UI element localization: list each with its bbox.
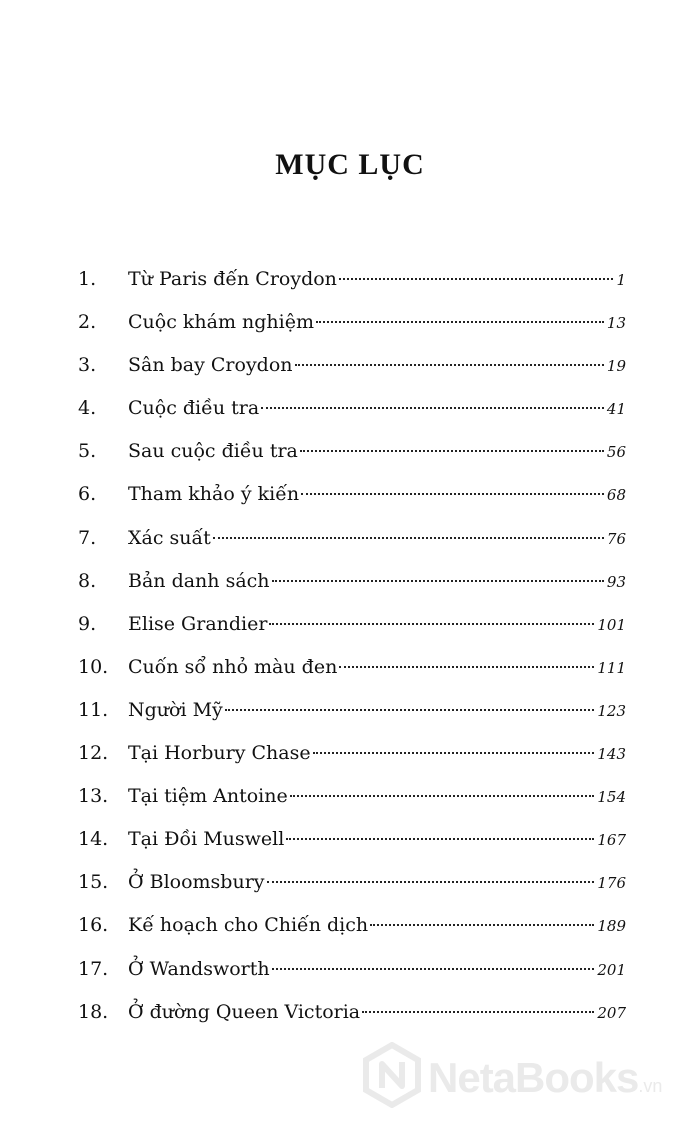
toc-dot-leader — [339, 666, 594, 668]
toc-entry-title: Xác suất — [128, 526, 211, 549]
toc-entry-title: Elise Grandier — [128, 612, 268, 635]
toc-entry-title: Kế hoạch cho Chiến dịch — [128, 914, 369, 937]
toc-entry-number: 6. — [78, 483, 97, 506]
toc-entry — [78, 775, 626, 818]
toc-entry-page: 111 — [597, 658, 626, 677]
toc-entry-title: Từ Paris đến Croydon — [128, 268, 337, 290]
watermark-brand-name: NetaBooks — [428, 1054, 639, 1101]
toc-entry-number: 7. — [78, 526, 97, 549]
toc-entry-page: 1 — [616, 271, 626, 289]
toc-entry — [78, 344, 626, 387]
toc-entry-title: Sau cuộc điều tra — [128, 440, 298, 463]
toc-entry-page: 143 — [597, 745, 626, 764]
toc-entry — [78, 473, 626, 516]
toc-entry-title: Ở Wandsworth — [128, 957, 270, 980]
toc-dot-leader — [370, 924, 594, 926]
toc-entry-number: 14. — [78, 828, 109, 851]
toc-entry-number: 16. — [78, 914, 109, 937]
toc-entry-page: 201 — [597, 960, 626, 979]
toc-entry-page: 41 — [606, 400, 626, 419]
toc-dot-leader — [272, 968, 595, 970]
toc-dot-leader — [272, 580, 604, 582]
toc-entry-number: 18. — [78, 1000, 109, 1023]
toc-entry-title: Người Mỹ — [128, 698, 223, 721]
watermark-domain: .vn — [638, 1076, 663, 1096]
table-of-contents — [78, 258, 626, 1034]
toc-entry — [78, 646, 626, 689]
toc-dot-leader — [213, 537, 604, 539]
toc-entry-page: 19 — [606, 357, 626, 376]
toc-entry — [78, 732, 626, 775]
page-title: MỤC LỤC — [275, 148, 425, 181]
toc-entry-number: 17. — [78, 957, 109, 980]
toc-entry-number: 9. — [78, 612, 97, 635]
toc-entry — [78, 603, 626, 646]
toc-entry — [78, 904, 626, 947]
toc-entry-page: 167 — [597, 831, 626, 850]
netabooks-logo-icon — [362, 1042, 422, 1108]
toc-dot-leader — [300, 450, 604, 452]
toc-entry-number: 15. — [78, 871, 109, 894]
toc-entry — [78, 258, 626, 301]
toc-entry-title: Tại Đồi Muswell — [128, 828, 285, 851]
toc-entry-page: 207 — [597, 1003, 626, 1022]
toc-dot-leader — [267, 881, 595, 883]
toc-entry — [78, 517, 626, 560]
toc-entry-number: 11. — [78, 698, 109, 721]
toc-entry-page: 176 — [597, 874, 626, 893]
toc-entry-title: Cuộc điều tra — [128, 397, 260, 420]
toc-entry-page: 154 — [597, 788, 626, 807]
toc-entry-number: 1. — [78, 268, 97, 290]
toc-entry-number: 3. — [78, 354, 97, 377]
toc-dot-leader — [261, 407, 604, 409]
toc-entry-title: Tại Horbury Chase — [128, 742, 311, 765]
toc-dot-leader — [269, 623, 594, 625]
toc-entry — [78, 560, 626, 603]
toc-entry-page: 68 — [606, 486, 626, 505]
toc-entry — [78, 991, 626, 1034]
toc-dot-leader — [339, 278, 614, 280]
toc-entry-page: 189 — [597, 917, 626, 936]
toc-entry-title: Bản danh sách — [128, 569, 270, 592]
toc-entry — [78, 430, 626, 473]
toc-dot-leader — [313, 752, 595, 754]
toc-entry — [78, 948, 626, 991]
toc-dot-leader — [301, 493, 604, 495]
toc-dot-leader — [362, 1011, 594, 1013]
toc-entry-number: 12. — [78, 742, 109, 765]
toc-dot-leader — [316, 321, 604, 323]
toc-entry-title: Ở đường Queen Victoria — [128, 1000, 361, 1023]
toc-entry — [78, 387, 626, 430]
toc-entry-title: Sân bay Croydon — [128, 354, 293, 377]
toc-entry-page: 76 — [606, 529, 626, 548]
toc-entry — [78, 861, 626, 904]
toc-entry-number: 2. — [78, 311, 97, 334]
toc-entry-title: Cuộc khám nghiệm — [128, 311, 315, 334]
toc-entry-page: 123 — [597, 701, 626, 720]
toc-entry-number: 10. — [78, 655, 109, 678]
toc-dot-leader — [286, 838, 594, 840]
toc-entry — [78, 818, 626, 861]
watermark — [362, 1042, 692, 1112]
toc-entry-page: 56 — [606, 443, 626, 462]
toc-entry-page: 101 — [597, 615, 626, 634]
toc-entry-number: 5. — [78, 440, 97, 463]
toc-entry-number: 13. — [78, 785, 109, 808]
toc-entry-number: 4. — [78, 397, 97, 420]
watermark-brand — [428, 1054, 662, 1102]
toc-dot-leader — [295, 364, 604, 366]
toc-entry — [78, 689, 626, 732]
toc-entry-title: Tham khảo ý kiến — [128, 483, 300, 506]
toc-entry-number: 8. — [78, 569, 97, 592]
toc-entry — [78, 301, 626, 344]
toc-dot-leader — [290, 795, 595, 797]
toc-entry-title: Cuốn sổ nhỏ màu đen — [128, 655, 338, 678]
toc-entry-page: 13 — [606, 314, 626, 333]
toc-entry-title: Tại tiệm Antoine — [128, 785, 288, 808]
toc-entry-page: 93 — [606, 572, 626, 591]
toc-entry-title: Ở Bloomsbury — [128, 871, 265, 894]
toc-dot-leader — [225, 709, 595, 711]
